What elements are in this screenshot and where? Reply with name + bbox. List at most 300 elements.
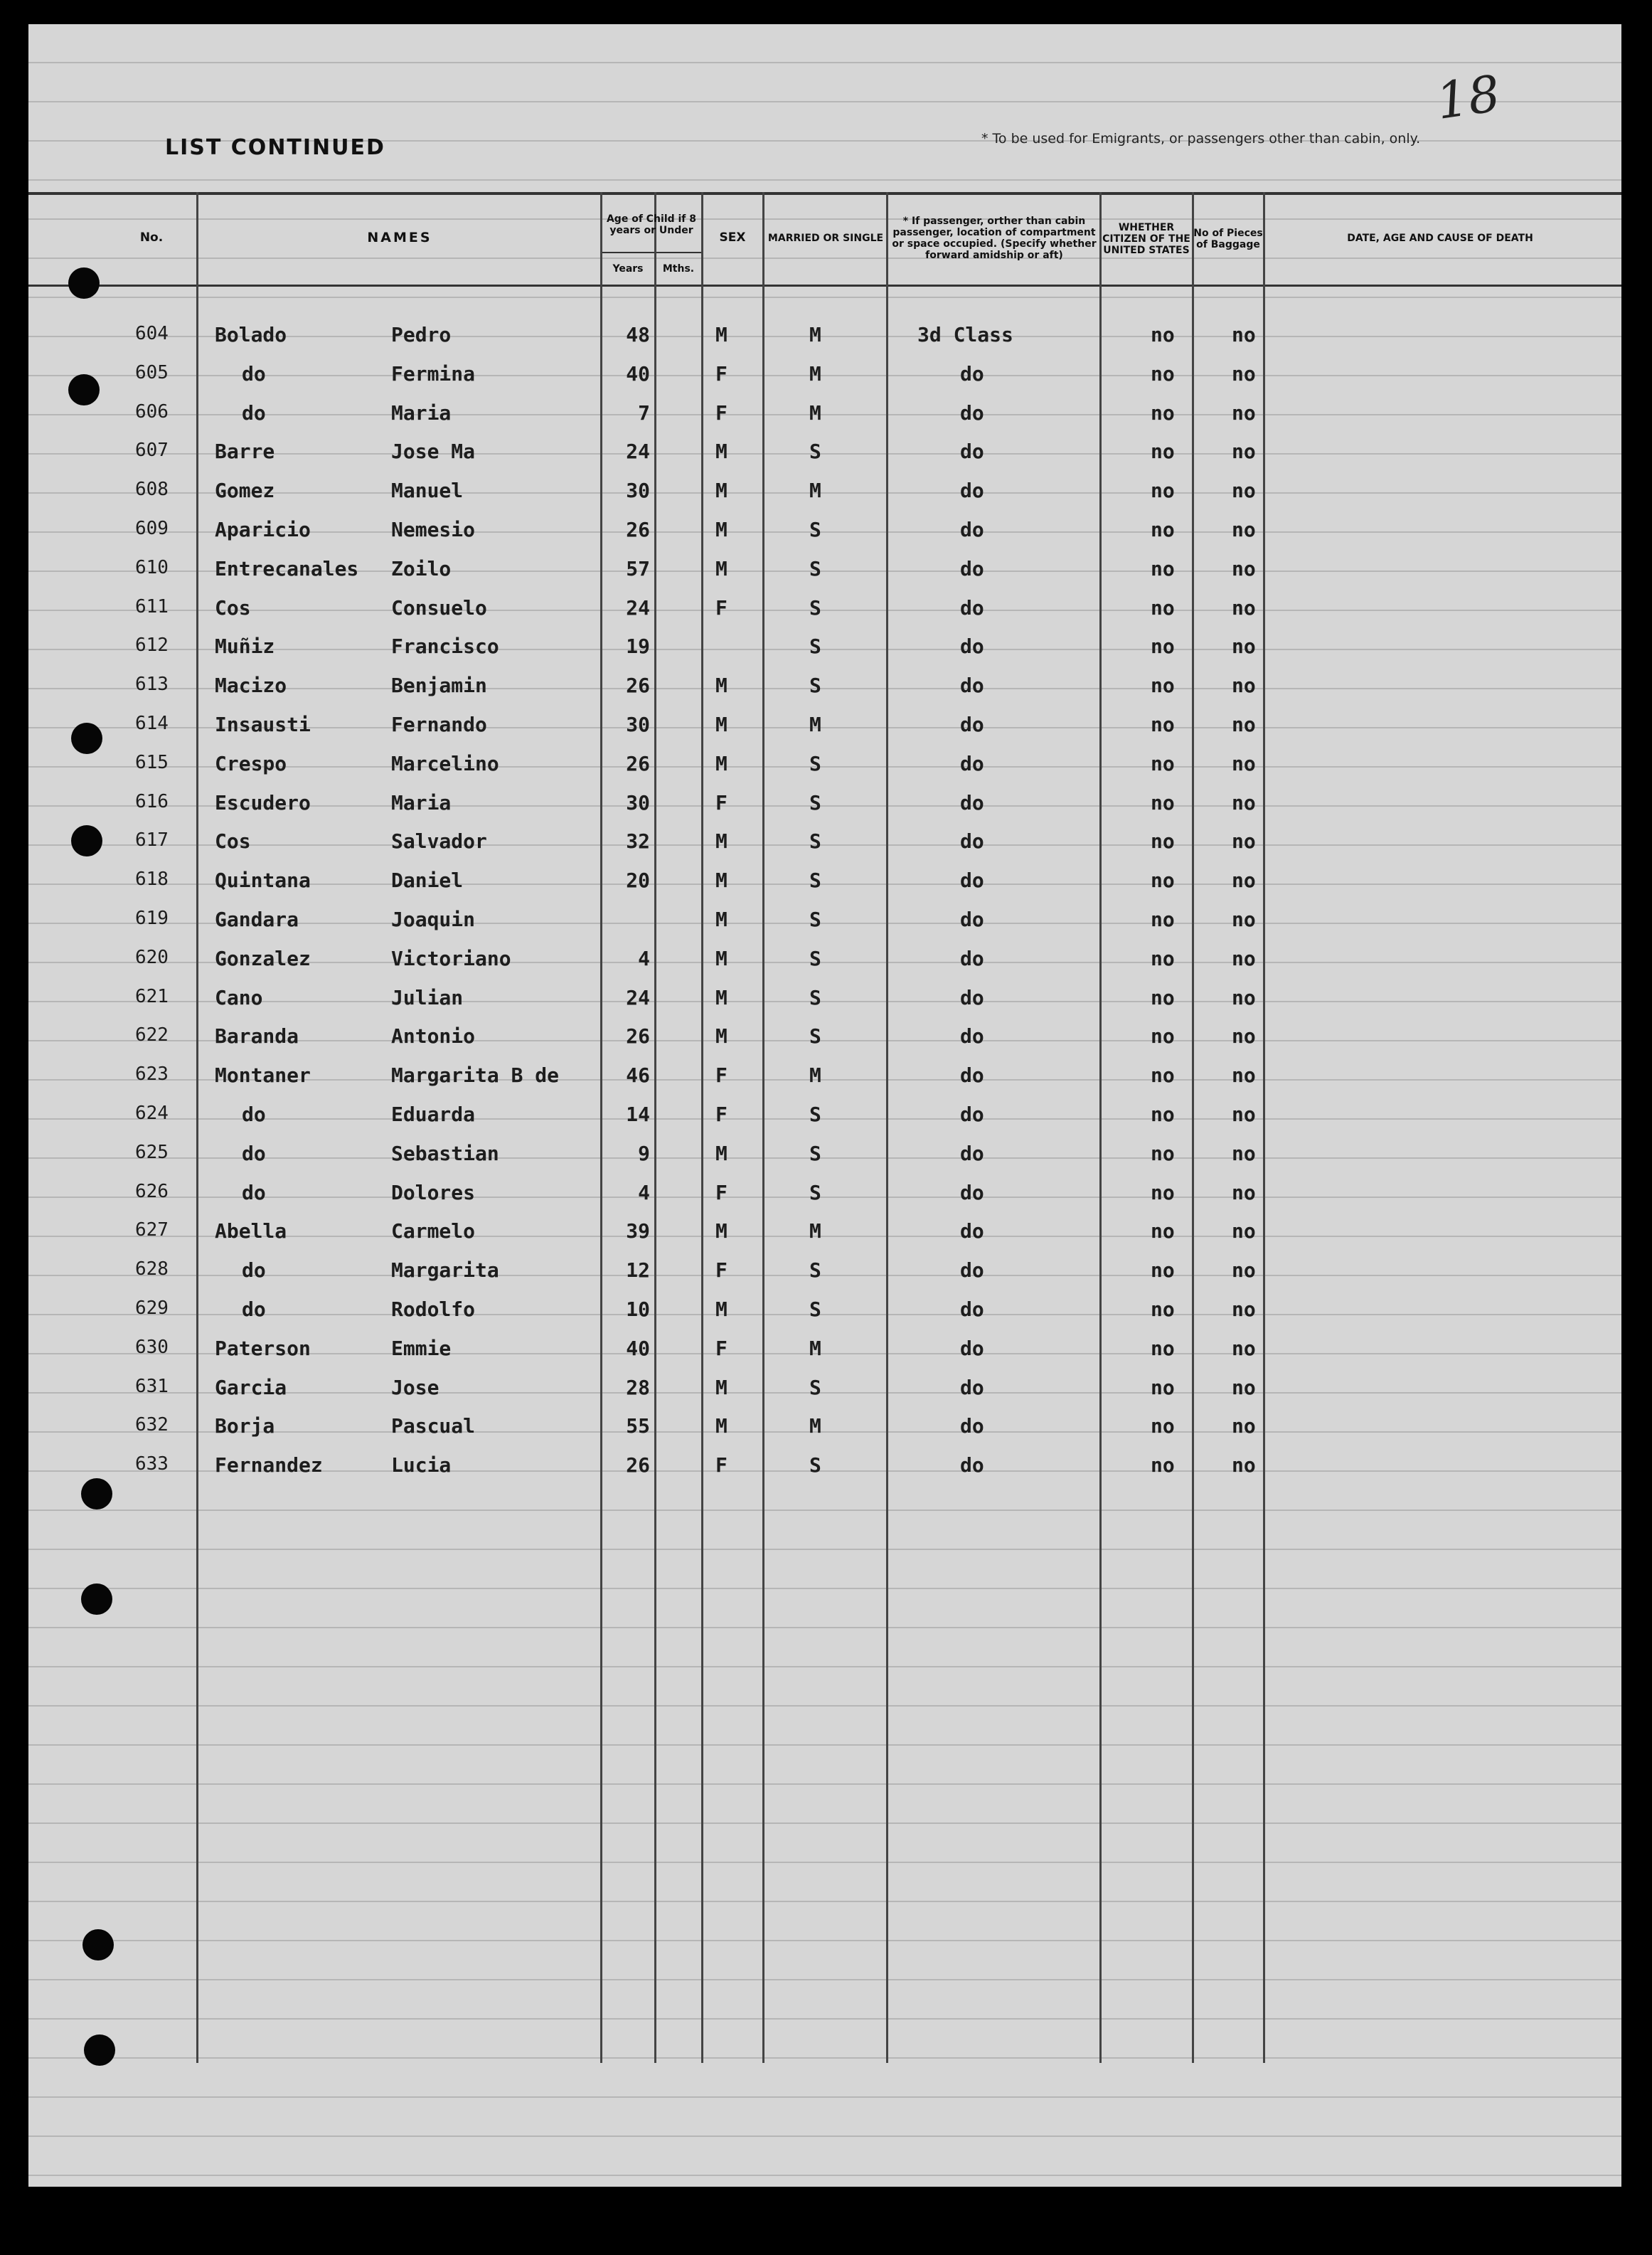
given-name-cell: Lucia <box>391 1453 452 1477</box>
surname-cell: Gomez <box>215 479 275 503</box>
marital-status-cell: M <box>809 1414 821 1438</box>
row-number: 631 <box>135 1375 169 1397</box>
row-number: 605 <box>135 361 169 383</box>
row-number: 633 <box>135 1453 169 1475</box>
citizen-cell: no <box>1151 674 1175 698</box>
page-title: LIST CONTINUED <box>165 135 385 160</box>
header-no: No. <box>139 230 164 245</box>
marital-status-cell: M <box>809 323 821 346</box>
baggage-cell: no <box>1232 1141 1256 1165</box>
baggage-cell: no <box>1232 869 1256 893</box>
punch-hole <box>68 374 100 405</box>
location-cell: do <box>960 556 984 580</box>
surname-cell: Garcia <box>215 1375 287 1399</box>
given-name-cell: Eduarda <box>391 1103 476 1126</box>
surname-cell: Fernandez <box>215 1453 323 1477</box>
citizen-cell: no <box>1151 1298 1175 1321</box>
column-divider <box>886 192 888 2063</box>
baggage-cell: no <box>1232 1180 1256 1204</box>
given-name-cell: Julian <box>391 985 464 1009</box>
marital-status-cell: S <box>809 1180 821 1204</box>
location-cell: do <box>960 1336 984 1360</box>
citizen-cell: no <box>1151 1103 1175 1126</box>
surname-cell: do <box>242 361 266 386</box>
age-years-cell: 14 <box>626 1103 650 1126</box>
baggage-cell: no <box>1232 1298 1256 1321</box>
surname-cell: Borja <box>215 1414 275 1438</box>
citizen-cell: no <box>1151 1063 1175 1088</box>
location-cell: do <box>960 713 984 736</box>
age-years-cell: 32 <box>626 829 650 854</box>
surname-cell: do <box>242 1180 266 1204</box>
punch-hole <box>68 267 100 299</box>
sex-cell: M <box>715 1298 728 1321</box>
sex-cell: M <box>715 1141 728 1165</box>
age-years-cell: 30 <box>626 713 650 736</box>
row-number: 614 <box>135 713 169 734</box>
location-cell: do <box>960 790 984 815</box>
location-cell: do <box>960 908 984 931</box>
citizen-cell: no <box>1151 479 1175 503</box>
location-cell: do <box>960 635 984 659</box>
marital-status-cell: S <box>809 869 821 893</box>
baggage-cell: no <box>1232 790 1256 815</box>
marital-status-cell: S <box>809 1024 821 1049</box>
header-top-rule <box>28 192 1621 195</box>
location-cell: do <box>960 674 984 698</box>
row-number: 607 <box>135 440 169 462</box>
header-citizen: WHETHER CITIZEN OF THE UNITED STATES <box>1102 221 1190 257</box>
citizen-cell: no <box>1151 908 1175 931</box>
sex-cell: M <box>715 751 728 775</box>
header-names: NAMES <box>367 230 432 246</box>
row-number: 615 <box>135 751 169 773</box>
surname-cell: do <box>242 1258 266 1283</box>
citizen-cell: no <box>1151 790 1175 815</box>
row-number: 629 <box>135 1298 169 1319</box>
location-cell: do <box>960 751 984 775</box>
age-years-cell: 55 <box>626 1414 650 1438</box>
location-cell: do <box>960 361 984 386</box>
age-years-cell: 24 <box>626 440 650 464</box>
baggage-cell: no <box>1232 985 1256 1009</box>
header-location: * If passenger, orther than cabin passenger, location of compartment or space occupied. (Specify whether forward amidship or aft) <box>892 215 1097 262</box>
page-number: 18 <box>1432 64 1504 131</box>
baggage-cell: no <box>1232 1453 1256 1477</box>
age-years-cell: 40 <box>626 1336 650 1360</box>
marital-status-cell: S <box>809 1375 821 1399</box>
marital-status-cell: M <box>809 479 821 503</box>
given-name-cell: Pascual <box>391 1414 476 1438</box>
bleed-through-stamp <box>327 2016 351 2066</box>
sex-cell: M <box>715 556 728 580</box>
row-number: 623 <box>135 1063 169 1086</box>
baggage-cell: no <box>1232 908 1256 931</box>
citizen-cell: no <box>1151 595 1175 620</box>
citizen-cell: no <box>1151 713 1175 736</box>
age-years-cell: 57 <box>626 556 650 580</box>
location-cell: do <box>960 1219 984 1243</box>
location-cell: do <box>960 1180 984 1204</box>
baggage-cell: no <box>1232 400 1256 425</box>
column-divider <box>1099 192 1102 2063</box>
sex-cell: M <box>715 323 728 346</box>
punch-hole <box>82 1929 114 1960</box>
baggage-cell: no <box>1232 479 1256 503</box>
location-cell: do <box>960 1103 984 1126</box>
location-cell: do <box>960 1063 984 1088</box>
sex-cell: F <box>715 1336 728 1360</box>
location-cell: do <box>960 1298 984 1321</box>
location-cell: do <box>960 595 984 620</box>
age-years-cell: 7 <box>638 400 650 425</box>
marital-status-cell: S <box>809 635 821 659</box>
marital-status-cell: M <box>809 1219 821 1243</box>
sex-cell: F <box>715 595 728 620</box>
given-name-cell: Salvador <box>391 829 487 854</box>
surname-cell: do <box>242 1298 266 1321</box>
sex-cell: M <box>715 869 728 893</box>
citizen-cell: no <box>1151 829 1175 854</box>
surname-cell: Gonzalez <box>215 946 311 970</box>
age-years-cell: 46 <box>626 1063 650 1088</box>
sex-cell: M <box>715 908 728 931</box>
age-years-cell: 9 <box>638 1141 650 1165</box>
given-name-cell: Victoriano <box>391 946 511 970</box>
given-name-cell: Jose Ma <box>391 440 476 464</box>
location-cell: do <box>960 518 984 541</box>
location-cell: do <box>960 400 984 425</box>
age-years-cell: 19 <box>626 635 650 659</box>
punch-hole <box>81 1583 112 1615</box>
row-number: 612 <box>135 635 169 657</box>
location-cell: do <box>960 440 984 464</box>
surname-cell: Escudero <box>215 790 311 815</box>
sex-cell: M <box>715 1414 728 1438</box>
row-number: 627 <box>135 1219 169 1241</box>
age-years-cell: 30 <box>626 790 650 815</box>
marital-status-cell: S <box>809 518 821 541</box>
baggage-cell: no <box>1232 674 1256 698</box>
given-name-cell: Antonio <box>391 1024 476 1049</box>
age-years-cell: 24 <box>626 985 650 1009</box>
row-number: 617 <box>135 829 169 851</box>
sex-cell: M <box>715 1375 728 1399</box>
citizen-cell: no <box>1151 985 1175 1009</box>
sex-cell: F <box>715 361 728 386</box>
surname-cell: Gandara <box>215 908 299 931</box>
header-years: Years <box>612 262 644 275</box>
row-number: 608 <box>135 479 169 501</box>
location-cell: do <box>960 1141 984 1165</box>
given-name-cell: Benjamin <box>391 674 487 698</box>
surname-cell: Cano <box>215 985 263 1009</box>
sex-cell: M <box>715 674 728 698</box>
given-name-cell: Emmie <box>391 1336 452 1360</box>
marital-status-cell: S <box>809 790 821 815</box>
location-cell: do <box>960 829 984 854</box>
surname-cell: do <box>242 1141 266 1165</box>
baggage-cell: no <box>1232 1219 1256 1243</box>
row-number: 626 <box>135 1180 169 1202</box>
citizen-cell: no <box>1151 361 1175 386</box>
age-years-cell: 12 <box>626 1258 650 1283</box>
location-cell: do <box>960 946 984 970</box>
marital-status-cell: S <box>809 440 821 464</box>
sex-cell: F <box>715 1258 728 1283</box>
given-name-cell: Fernando <box>391 713 487 736</box>
punch-hole <box>84 2034 115 2066</box>
baggage-cell: no <box>1232 595 1256 620</box>
surname-cell: do <box>242 1103 266 1126</box>
citizen-cell: no <box>1151 440 1175 464</box>
column-divider <box>654 192 656 2063</box>
row-number: 624 <box>135 1103 169 1124</box>
citizen-cell: no <box>1151 635 1175 659</box>
header-death: DATE, AGE AND CAUSE OF DEATH <box>1347 232 1533 244</box>
given-name-cell: Pedro <box>391 323 452 346</box>
header-sex: SEX <box>719 230 746 245</box>
citizen-cell: no <box>1151 1141 1175 1165</box>
age-years-cell: 28 <box>626 1375 650 1399</box>
surname-cell: Entrecanales <box>215 556 359 580</box>
location-cell: do <box>960 1414 984 1438</box>
marital-status-cell: S <box>809 829 821 854</box>
baggage-cell: no <box>1232 1063 1256 1088</box>
age-years-cell: 40 <box>626 361 650 386</box>
row-number: 620 <box>135 946 169 968</box>
baggage-cell: no <box>1232 556 1256 580</box>
sex-cell: F <box>715 1453 728 1477</box>
column-divider <box>1263 192 1265 2063</box>
citizen-cell: no <box>1151 1219 1175 1243</box>
location-cell: do <box>960 479 984 503</box>
surname-cell: Bolado <box>215 323 287 346</box>
location-cell: do <box>960 869 984 893</box>
surname-cell: Aparicio <box>215 518 311 541</box>
baggage-cell: no <box>1232 1258 1256 1283</box>
header-bottom-rule <box>28 285 1621 287</box>
surname-cell: Cos <box>215 595 251 620</box>
marital-status-cell: M <box>809 400 821 425</box>
marital-status-cell: M <box>809 361 821 386</box>
column-divider <box>600 192 602 2063</box>
citizen-cell: no <box>1151 400 1175 425</box>
baggage-cell: no <box>1232 713 1256 736</box>
age-years-cell: 4 <box>638 946 650 970</box>
surname-cell: Paterson <box>215 1336 311 1360</box>
given-name-cell: Maria <box>391 400 452 425</box>
row-number: 613 <box>135 674 169 696</box>
column-divider <box>762 192 764 2063</box>
sex-cell: M <box>715 1024 728 1049</box>
header-months: Mths. <box>662 262 695 275</box>
marital-status-cell: S <box>809 908 821 931</box>
given-name-cell: Margarita B de <box>391 1063 560 1088</box>
row-number: 630 <box>135 1336 169 1358</box>
sex-cell: M <box>715 713 728 736</box>
row-number: 610 <box>135 556 169 578</box>
baggage-cell: no <box>1232 1024 1256 1049</box>
column-divider <box>196 192 198 2063</box>
surname-cell: Barre <box>215 440 275 464</box>
citizen-cell: no <box>1151 1180 1175 1204</box>
surname-cell: Insausti <box>215 713 311 736</box>
given-name-cell: Nemesio <box>391 518 476 541</box>
surname-cell: Macizo <box>215 674 287 698</box>
marital-status-cell: M <box>809 713 821 736</box>
marital-status-cell: S <box>809 1453 821 1477</box>
baggage-cell: no <box>1232 518 1256 541</box>
row-number: 628 <box>135 1258 169 1280</box>
location-cell: do <box>960 1375 984 1399</box>
age-years-cell: 4 <box>638 1180 650 1204</box>
emigrant-note: * To be used for Emigrants, or passengers other than cabin, only. <box>981 131 1421 147</box>
surname-cell: Muñiz <box>215 635 275 659</box>
marital-status-cell: S <box>809 751 821 775</box>
header-age: Age of Child if 8 years or Under <box>606 213 697 236</box>
citizen-cell: no <box>1151 751 1175 775</box>
citizen-cell: no <box>1151 1375 1175 1399</box>
citizen-cell: no <box>1151 869 1175 893</box>
given-name-cell: Margarita <box>391 1258 499 1283</box>
age-years-cell: 20 <box>626 869 650 893</box>
marital-status-cell: S <box>809 946 821 970</box>
marital-status-cell: M <box>809 1336 821 1360</box>
age-years-cell: 26 <box>626 1024 650 1049</box>
baggage-cell: no <box>1232 323 1256 346</box>
sex-cell: M <box>715 518 728 541</box>
baggage-cell: no <box>1232 829 1256 854</box>
given-name-cell: Joaquin <box>391 908 476 931</box>
given-name-cell: Sebastian <box>391 1141 499 1165</box>
given-name-cell: Carmelo <box>391 1219 476 1243</box>
surname-cell: Quintana <box>215 869 311 893</box>
citizen-cell: no <box>1151 1336 1175 1360</box>
location-cell: 3d Class <box>917 323 1013 346</box>
citizen-cell: no <box>1151 518 1175 541</box>
marital-status-cell: S <box>809 674 821 698</box>
age-years-cell: 26 <box>626 518 650 541</box>
punch-hole <box>71 825 102 856</box>
column-divider <box>1192 192 1194 2063</box>
row-number: 611 <box>135 595 169 617</box>
row-number: 609 <box>135 518 169 539</box>
header-married: MARRIED OR SINGLE <box>767 232 884 244</box>
age-years-cell: 30 <box>626 479 650 503</box>
row-number: 625 <box>135 1141 169 1163</box>
marital-status-cell: S <box>809 1258 821 1283</box>
sex-cell: F <box>715 400 728 425</box>
given-name-cell: Fermina <box>391 361 476 386</box>
sex-cell: F <box>715 790 728 815</box>
surname-cell: Cos <box>215 829 251 854</box>
baggage-cell: no <box>1232 1375 1256 1399</box>
sex-cell: F <box>715 1063 728 1088</box>
surname-cell: Baranda <box>215 1024 299 1049</box>
age-years-cell: 26 <box>626 751 650 775</box>
citizen-cell: no <box>1151 1258 1175 1283</box>
given-name-cell: Rodolfo <box>391 1298 476 1321</box>
sex-cell: M <box>715 440 728 464</box>
baggage-cell: no <box>1232 440 1256 464</box>
given-name-cell: Daniel <box>391 869 464 893</box>
marital-status-cell: S <box>809 1298 821 1321</box>
given-name-cell: Zoilo <box>391 556 452 580</box>
row-number: 632 <box>135 1414 169 1436</box>
given-name-cell: Marcelino <box>391 751 499 775</box>
location-cell: do <box>960 1453 984 1477</box>
row-number: 622 <box>135 1024 169 1046</box>
citizen-cell: no <box>1151 946 1175 970</box>
marital-status-cell: M <box>809 1063 821 1088</box>
age-years-cell: 24 <box>626 595 650 620</box>
baggage-cell: no <box>1232 1103 1256 1126</box>
age-years-cell: 26 <box>626 674 650 698</box>
manifest-page <box>28 24 1621 2187</box>
citizen-cell: no <box>1151 1453 1175 1477</box>
row-number: 604 <box>135 323 169 344</box>
sex-cell: F <box>715 1103 728 1126</box>
given-name-cell: Maria <box>391 790 452 815</box>
marital-status-cell: S <box>809 1103 821 1126</box>
marital-status-cell: S <box>809 595 821 620</box>
surname-cell: do <box>242 400 266 425</box>
column-divider <box>701 192 703 2063</box>
citizen-cell: no <box>1151 1414 1175 1438</box>
age-years-cell: 10 <box>626 1298 650 1321</box>
marital-status-cell: S <box>809 1141 821 1165</box>
punch-hole <box>81 1478 112 1509</box>
given-name-cell: Francisco <box>391 635 499 659</box>
baggage-cell: no <box>1232 1414 1256 1438</box>
given-name-cell: Consuelo <box>391 595 487 620</box>
given-name-cell: Dolores <box>391 1180 476 1204</box>
citizen-cell: no <box>1151 556 1175 580</box>
age-years-cell: 39 <box>626 1219 650 1243</box>
marital-status-cell: S <box>809 985 821 1009</box>
citizen-cell: no <box>1151 1024 1175 1049</box>
baggage-cell: no <box>1232 635 1256 659</box>
age-subheader-rule <box>600 252 701 253</box>
surname-cell: Montaner <box>215 1063 311 1088</box>
row-number: 618 <box>135 869 169 891</box>
baggage-cell: no <box>1232 1336 1256 1360</box>
sex-cell: M <box>715 985 728 1009</box>
header-baggage: No of Pieces of Baggage <box>1193 227 1263 250</box>
surname-cell: Abella <box>215 1219 287 1243</box>
location-cell: do <box>960 985 984 1009</box>
row-number: 616 <box>135 790 169 812</box>
sex-cell: F <box>715 1180 728 1204</box>
sex-cell: M <box>715 479 728 503</box>
given-name-cell: Jose <box>391 1375 439 1399</box>
location-cell: do <box>960 1258 984 1283</box>
row-number: 621 <box>135 985 169 1007</box>
baggage-cell: no <box>1232 361 1256 386</box>
baggage-cell: no <box>1232 946 1256 970</box>
sex-cell: M <box>715 829 728 854</box>
age-years-cell: 48 <box>626 323 650 346</box>
citizen-cell: no <box>1151 323 1175 346</box>
baggage-cell: no <box>1232 751 1256 775</box>
sex-cell: M <box>715 1219 728 1243</box>
row-number: 619 <box>135 908 169 929</box>
punch-hole <box>71 723 102 754</box>
row-number: 606 <box>135 400 169 423</box>
sex-cell: M <box>715 946 728 970</box>
surname-cell: Crespo <box>215 751 287 775</box>
